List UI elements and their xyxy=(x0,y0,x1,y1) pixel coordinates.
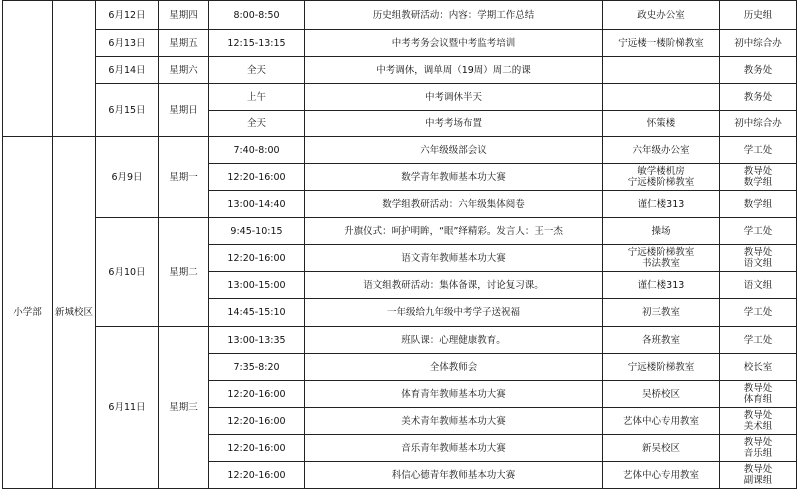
activity-cell: 历史组教研活动：内容：学期工作总结 xyxy=(305,1,603,30)
place-line: 敏学楼机房 xyxy=(637,166,685,177)
time-cell: 12:20-16:00 xyxy=(209,435,305,462)
dept-cell: 学工处 xyxy=(720,218,797,245)
date-cell: 6月13日 xyxy=(96,30,159,57)
activity-cell: 全体教师会 xyxy=(305,354,603,381)
weekday-cell: 星期四 xyxy=(159,1,209,30)
weekday-cell: 星期六 xyxy=(159,57,209,84)
time-cell: 13:00-14:40 xyxy=(209,191,305,218)
activity-cell: 语文组教研活动：集体备课，讨论复习课。 xyxy=(305,272,603,299)
dept-cell xyxy=(720,435,797,462)
table-row xyxy=(3,30,797,57)
dept-line: 语文组 xyxy=(743,258,773,269)
dept-line: 教导处 xyxy=(743,410,773,421)
place-line: 书法教室 xyxy=(641,258,680,269)
campus-cell xyxy=(53,1,96,137)
dept-line: 教导处 xyxy=(743,437,773,448)
time-cell: 12:20-16:00 xyxy=(209,164,305,191)
place-cell: 新吴校区 xyxy=(603,435,720,462)
place-cell: 政史办公室 xyxy=(603,1,720,30)
table-row xyxy=(3,1,797,30)
place-cell: 六年级办公室 xyxy=(603,137,720,164)
time-cell: 上午 xyxy=(209,84,305,111)
date-cell: 6月14日 xyxy=(96,57,159,84)
activity-cell: 体育青年教师基本功大赛 xyxy=(305,381,603,408)
place-cell: 初三教室 xyxy=(603,299,720,327)
dept-cell xyxy=(720,408,797,435)
activity-cell: 中考调休半天 xyxy=(305,84,603,111)
dept-cell: 教务处 xyxy=(720,84,797,111)
place-cell: 宁远楼一楼阶梯教室 xyxy=(603,30,720,57)
place-cell: 宁远楼阶梯教室 xyxy=(603,354,720,381)
time-cell: 8:00-8:50 xyxy=(209,1,305,30)
dept-line: 教导处 xyxy=(743,166,773,177)
dept-cell xyxy=(720,381,797,408)
place-cell: 谨仁楼313 xyxy=(603,272,720,299)
dept-cell xyxy=(720,164,797,191)
section-cell xyxy=(3,1,53,137)
weekday-cell: 星期五 xyxy=(159,30,209,57)
activity-cell: 科信心德青年教师基本功大赛 xyxy=(305,462,603,489)
weekday-cell: 星期三 xyxy=(159,327,209,489)
dept-line: 教导处 xyxy=(743,247,773,258)
dept-cell xyxy=(720,462,797,489)
time-cell: 12:20-16:00 xyxy=(209,462,305,489)
activity-cell: 一年级给九年级中考学子送祝福 xyxy=(305,299,603,327)
schedule-table xyxy=(2,0,797,489)
table-row xyxy=(3,327,797,354)
time-cell: 9:45-10:15 xyxy=(209,218,305,245)
time-cell: 全天 xyxy=(209,57,305,84)
place-cell xyxy=(603,164,720,191)
time-cell: 14:45-15:10 xyxy=(209,299,305,327)
place-cell xyxy=(603,57,720,84)
activity-cell: 中考调休，调单周（19周）周二的课 xyxy=(305,57,603,84)
activity-cell: 数学组教研活动：六年级集体阅卷 xyxy=(305,191,603,218)
table-row xyxy=(3,84,797,111)
activity-cell: 中考考场布置 xyxy=(305,111,603,137)
time-cell: 13:00-13:35 xyxy=(209,327,305,354)
activity-cell: 音乐青年教师基本功大赛 xyxy=(305,435,603,462)
section-cell: 小学部 xyxy=(3,137,53,489)
activity-cell: 中考考务会议暨中考监考培训 xyxy=(305,30,603,57)
dept-line: 副课组 xyxy=(743,475,773,486)
place-cell xyxy=(603,245,720,272)
activity-cell: 语文青年教师基本功大赛 xyxy=(305,245,603,272)
time-cell: 全天 xyxy=(209,111,305,137)
time-cell: 12:15-13:15 xyxy=(209,30,305,57)
table-row xyxy=(3,57,797,84)
activity-cell: 六年级级部会议 xyxy=(305,137,603,164)
place-cell: 艺体中心专用教室 xyxy=(603,462,720,489)
dept-cell: 教务处 xyxy=(720,57,797,84)
dept-cell: 校长室 xyxy=(720,354,797,381)
place-cell: 各班教室 xyxy=(603,327,720,354)
time-cell: 7:40-8:00 xyxy=(209,137,305,164)
time-cell: 12:20-16:00 xyxy=(209,408,305,435)
time-cell: 13:00-15:00 xyxy=(209,272,305,299)
place-cell xyxy=(603,84,720,111)
place-line: 宁远楼阶梯教室 xyxy=(627,177,695,188)
dept-line: 音乐组 xyxy=(743,448,773,459)
place-cell: 艺体中心专用教室 xyxy=(603,408,720,435)
dept-cell: 初中综合办 xyxy=(720,30,797,57)
dept-cell: 学工处 xyxy=(720,299,797,327)
dept-line: 教导处 xyxy=(743,383,773,394)
place-cell: 吴桥校区 xyxy=(603,381,720,408)
activity-cell: 班队课：心理健康教育。 xyxy=(305,327,603,354)
dept-cell xyxy=(720,245,797,272)
dept-line: 数学组 xyxy=(743,177,773,188)
activity-cell: 数学青年教师基本功大赛 xyxy=(305,164,603,191)
activity-cell: 美术青年教师基本功大赛 xyxy=(305,408,603,435)
weekday-cell: 星期日 xyxy=(159,84,209,137)
weekday-cell: 星期一 xyxy=(159,137,209,218)
weekday-cell: 星期二 xyxy=(159,218,209,327)
place-line: 宁远楼阶梯教室 xyxy=(627,247,695,258)
activity-cell: 升旗仪式：呵护明眸，“眼”绎精彩。发言人：王一杰 xyxy=(305,218,603,245)
dept-line: 教导处 xyxy=(743,464,773,475)
place-cell: 操场 xyxy=(603,218,720,245)
dept-cell: 学工处 xyxy=(720,327,797,354)
date-cell: 6月9日 xyxy=(96,137,159,218)
date-cell: 6月12日 xyxy=(96,1,159,30)
dept-line: 美术组 xyxy=(743,421,773,432)
date-cell: 6月15日 xyxy=(96,84,159,137)
dept-cell: 语文组 xyxy=(720,272,797,299)
place-cell: 谨仁楼313 xyxy=(603,191,720,218)
time-cell: 12:20-16:00 xyxy=(209,381,305,408)
table-row xyxy=(3,218,797,245)
campus-cell: 新城校区 xyxy=(53,137,96,489)
date-cell: 6月10日 xyxy=(96,218,159,327)
dept-cell: 学工处 xyxy=(720,137,797,164)
dept-line: 体育组 xyxy=(743,394,773,405)
table-row xyxy=(3,137,797,164)
dept-cell: 初中综合办 xyxy=(720,111,797,137)
place-cell: 怀策楼 xyxy=(603,111,720,137)
date-cell: 6月11日 xyxy=(96,327,159,489)
time-cell: 12:20-16:00 xyxy=(209,245,305,272)
dept-cell: 数学组 xyxy=(720,191,797,218)
dept-cell: 历史组 xyxy=(720,1,797,30)
time-cell: 7:35-8:20 xyxy=(209,354,305,381)
